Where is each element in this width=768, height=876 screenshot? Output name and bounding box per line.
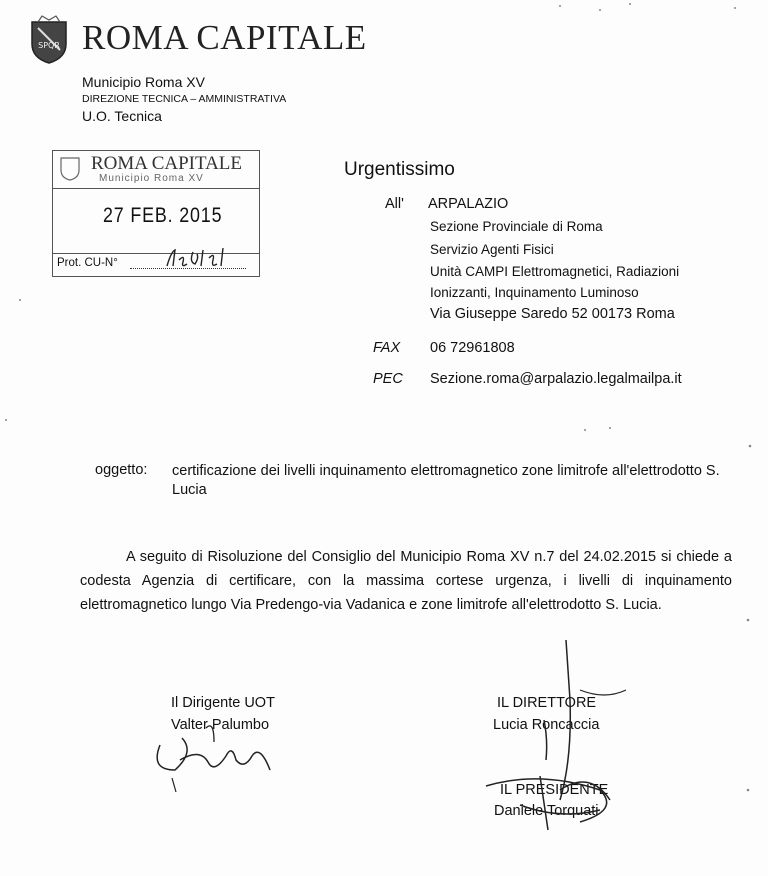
roma-crest-logo: [28, 14, 70, 64]
urgency-label: Urgentissimo: [344, 159, 455, 180]
fax-number: 06 72961808: [430, 340, 515, 356]
recipient-line-1: Sezione Provinciale di Roma: [430, 219, 603, 234]
recipient-line-4: Ionizzanti, Inquinamento Luminoso: [430, 285, 639, 300]
stamp-protocol-number: [163, 246, 233, 270]
recipient-line-3: Unità CAMPI Elettromagnetici, Radiazioni: [430, 264, 680, 279]
stamp-title: ROMA CAPITALE: [91, 153, 243, 174]
stamp-subtitle: Municipio Roma XV: [99, 173, 204, 184]
subject-text: certificazione dei livelli inquinamento elettromagnetico zone limitrofe all'elettrodotto S. Lucia: [172, 463, 720, 498]
recipient-name: ARPALAZIO: [428, 196, 509, 212]
president-name: Daniele Torquati: [494, 803, 599, 819]
stamp-crest-icon: [59, 155, 81, 181]
president-role: IL PRESIDENTE: [500, 782, 609, 798]
subject-label: oggetto:: [95, 462, 148, 478]
svg-text:SPQR: SPQR: [38, 41, 60, 50]
right-signer-name: Lucia Roncaccia: [493, 717, 600, 733]
pec-address: Sezione.roma@arpalazio.legalmailpa.it: [430, 371, 682, 387]
recipient-line-2: Servizio Agenti Fisici: [430, 242, 554, 257]
direzione-line: DIREZIONE TECNICA – AMMINISTRATIVA: [82, 93, 287, 105]
left-signer-role: Il Dirigente UOT: [171, 695, 275, 711]
left-signer-name: Valter Palumbo: [171, 717, 270, 733]
left-signature-mark: [157, 738, 270, 770]
recipient-prefix: All': [385, 196, 404, 212]
right-signer-role: IL DIRETTORE: [497, 695, 597, 711]
protocol-stamp: [52, 150, 260, 277]
municipio-line: Municipio Roma XV: [82, 74, 205, 90]
brand-title: ROMA CAPITALE: [82, 18, 367, 57]
pec-label: PEC: [373, 371, 403, 387]
stamp-protocol-label: Prot. CU-N°: [57, 257, 118, 269]
body-text: A seguito di Risoluzione del Consiglio del Municipio Roma XV n.7 del 24.02.2015 si chiede a codesta Agenzia di certificare, con la massima cortese urgenza, i livelli di inquinamento elettromagnetico lungo Via Predengo-via Vadanica e zone limitrofe all'elettrodotto S. Lucia.: [80, 549, 732, 613]
fax-label: FAX: [373, 340, 401, 356]
unit-line: U.O. Tecnica: [82, 108, 162, 124]
body-paragraph: [80, 545, 732, 617]
stamp-date: 27 FEB. 2015: [103, 204, 223, 227]
recipient-street: Via Giuseppe Saredo 52 00173 Roma: [430, 306, 675, 322]
